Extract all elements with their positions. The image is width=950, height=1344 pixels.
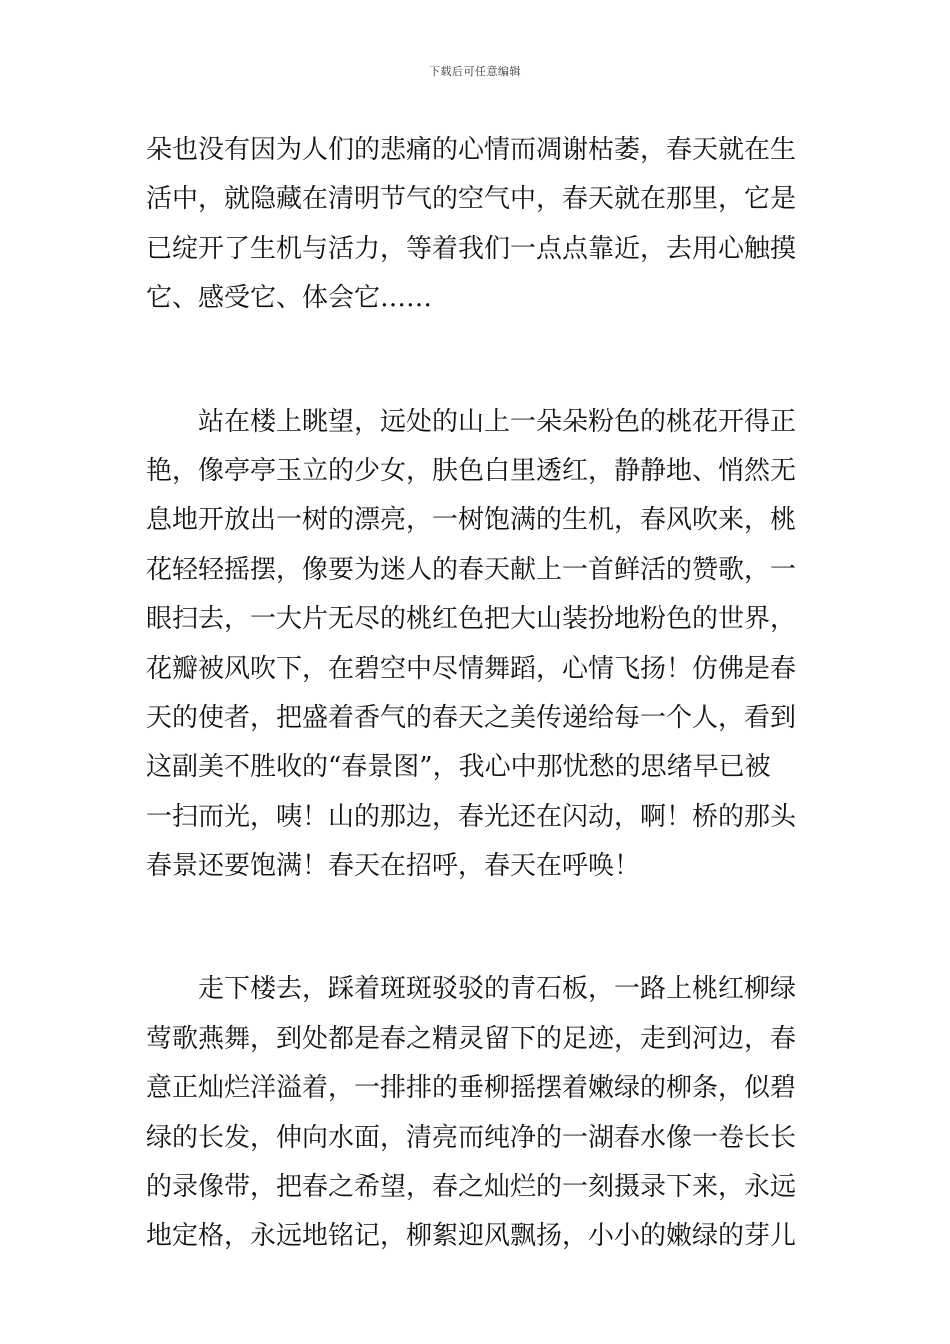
text-line: 活中，就隐藏在清明节气的空气中，春天就在那里，它是 [146,184,797,215]
text-line: 朵也没有因为人们的悲痛的心情而凋谢枯萎，春天就在生 [146,135,797,165]
text-line: 天的使者，把盛着香气的春天之美传递给每一个人，看到 [146,702,797,733]
paragraph-spacer [146,891,810,965]
text-line: 花瓣被风吹下，在碧空中尽情舞蹈，心情飞扬！仿佛是春 [146,653,797,684]
paragraph-2 [146,398,810,892]
page-header: 下载后可任意编辑 [429,65,521,78]
text-line: 已绽开了生机与活力，等着我们一点点靠近，去用心触摸 [146,233,797,264]
text-line: 莺歌燕舞，到处都是春之精灵留下的足迹，走到河边，春 [146,1023,797,1054]
text-line: 花轻轻摇摆，像要为迷人的春天献上一首鲜活的赞歌，一 [146,554,797,585]
paragraph-3 [146,965,810,1261]
paragraph-1 [146,126,810,324]
paragraph-spacer [146,324,810,398]
text-line: 它、感受它、体会它…… [146,283,433,314]
text-line: 艳，像亭亭玉立的少女，肤色白里透红，静静地、悄然无 [146,455,797,486]
text-line: 走下楼去，踩着斑斑驳驳的青石板，一路上桃红柳绿 [146,974,797,1005]
text-line: 地定格，永远地铭记，柳絮迎风飘扬，小小的嫩绿的芽儿 [146,1221,797,1252]
text-line: 站在楼上眺望，远处的山上一朵朵粉色的桃花开得正 [146,406,797,437]
text-line: 的录像带，把春之希望，春之灿烂的一刻摄录下来，永远 [146,1172,797,1203]
text-line: 意正灿烂洋溢着，一排排的垂柳摇摆着嫩绿的柳条，似碧 [146,1073,797,1104]
document-body [146,126,810,1262]
text-line: 绿的长发，伸向水面，清亮而纯净的一湖春水像一卷长长 [146,1122,797,1153]
text-line: 息地开放出一树的漂亮，一树饱满的生机，春风吹来，桃 [146,505,797,536]
text-line: 眼扫去，一大片无尽的桃红色把大山装扮地粉色的世界， [146,604,797,635]
text-line: 春景还要饱满！春天在招呼，春天在呼唤！ [146,851,641,882]
text-line: 一扫而光，咦！山的那边，春光还在闪动，啊！桥的那头 [146,801,797,832]
text-line: 这副美不胜收的“春景图”，我心中那忧愁的思绪早已被 [146,752,771,783]
